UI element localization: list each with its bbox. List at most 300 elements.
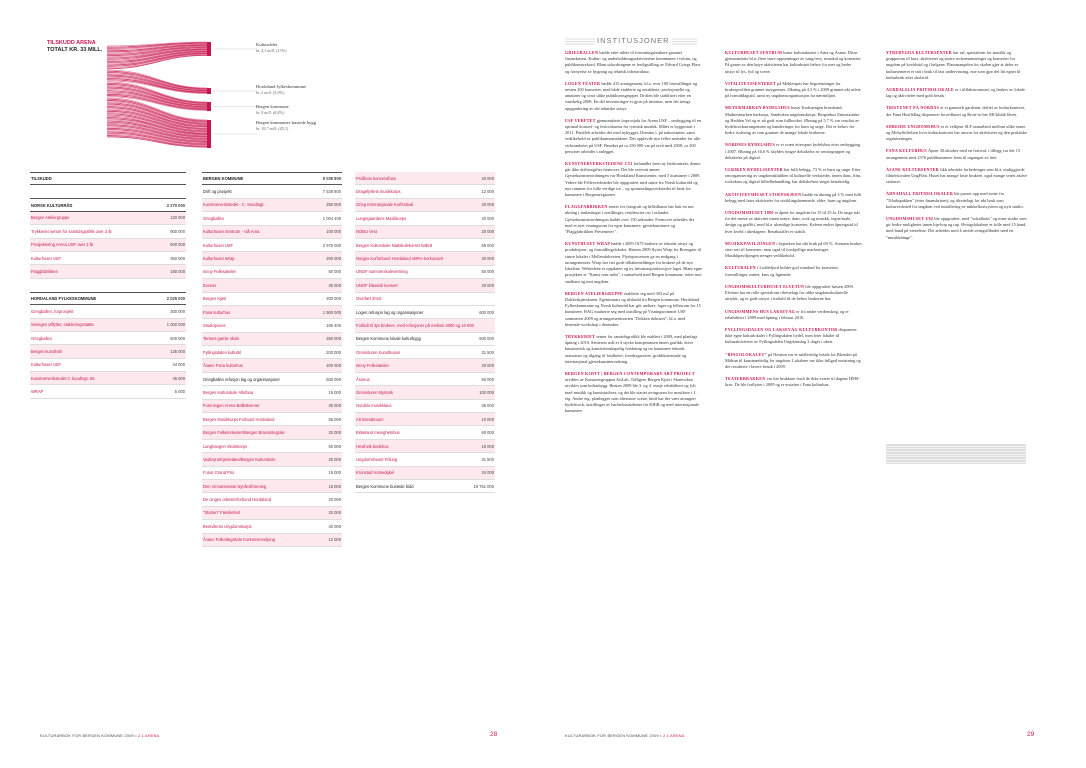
table-cell-label: Isnoy Fellesateiler	[203, 269, 236, 275]
chart-label-name: Bergen kommune	[256, 104, 289, 109]
table-cell-label: BERGEN KOMMUNE	[203, 176, 244, 182]
table-cell-value: 500 000	[479, 336, 494, 342]
paragraph-heading: AURDALSLIA FRITIDSLOKALE	[886, 87, 954, 93]
table-cell-value: 600 000	[326, 376, 341, 382]
table-row	[202, 199, 342, 212]
chart-label-name: Bergen kommunes bustede bygg	[256, 120, 317, 125]
table-cell-label: "Starten" Familiefest	[203, 510, 241, 516]
table-cell-label: Drift og prosjekt	[203, 189, 232, 195]
text-paragraph	[565, 371, 702, 414]
table-row	[202, 226, 342, 239]
table-cell-label: Kulturhuset USF	[31, 255, 62, 261]
table-row	[355, 386, 495, 399]
table-row	[355, 467, 495, 480]
table-header-row	[30, 172, 186, 185]
paragraph-body: på Mehlenpris har begrensninger for brukerprofilen grunnet støygrenser. Økning på 4,3 % i 2009 grunnet økt utleie på formiddagstid, samt ny ungdomsorganisasjon fra nærmiljøet.	[725, 80, 861, 99]
chart-label-name: Kulturrådet	[256, 42, 278, 47]
table-row	[202, 426, 342, 439]
paragraph-heading: KULTURHUSET SENTRUM	[725, 50, 783, 55]
text-paragraph	[725, 284, 862, 303]
paragraph-body: forhandlet frem ny leiekontrakt, denne går ikke driftsutgifter fremover. Det ble overtatt annen Gjestekunstnerordningen var Hordaland Kunstsenter, med 5 kunstnere i 2009. Videre ble Fellesverkstedet ble oppgradert med støtte fra Norsk kulturråd og nye rammer for fulle verdige tre – og sprutmalingsverkstedet til bruk for kunstnere i Bergensregionen.	[565, 161, 701, 198]
table-row	[30, 212, 186, 225]
paragraph-body: etablerte seg med 303 m2 på Dokkeskjærskaien. Egeninnsats og tilskudd fra Bergen kommune, Hordaland Fylkeskommune og Norsk kulturråd har gitt ateliere, lager og fellesrom for 15 kunstnere. BAG markerte seg med utstilling på Visningsrommet USF sommeren 2009 og arrangementsserien "Dokken doktarer", bl.a. med biennale-workshop i desember.	[565, 290, 701, 327]
table-row	[355, 426, 495, 439]
table-cell-label: Bergen Kulturskole Vikifana	[203, 389, 254, 395]
paragraph-body: huser kulturaktører i Arna og Åsane. Disse gjennomførte bl.a. flere store oppsetninger av sang/revy, musikal og konserter. På grunn av den høye aktiviteten har kulturhuset behov for mer og bedre utstyr til lys, lyd og scene.	[725, 50, 862, 74]
table-row	[202, 279, 342, 292]
table-row	[355, 306, 495, 319]
table-cell-value: 50 000	[328, 443, 341, 449]
paragraph-heading: MUSIKKPAVILJONGEN	[725, 240, 776, 246]
paragraph-body: var lite brukbare fordi de ikke svarte til dagens HMS-krav. De ble fraflyttet i 2009 og er erstattet i Fana kulturhus.	[725, 376, 860, 388]
table-cell-value: 55 000	[328, 416, 341, 422]
table-cell-value: 20 000	[328, 456, 341, 462]
table-row	[202, 293, 342, 306]
text-paragraph	[725, 265, 862, 277]
text-paragraph	[565, 161, 702, 198]
table-row	[30, 239, 186, 252]
table-row	[30, 359, 186, 372]
paragraph-body: huser Krohnengen brassband, Mathiesmarken barkorps, Sandviken ungdomskorps, Bergenhus Entusiastøke og Hedden Vel og er nå godt som fullbooket. Økning på 5,7 % var resultat av bydelsrockarrangement og bandevinger for barn og unge. Det er behov for bedre isolering av rom grunnet de mange lokale brukerne.	[725, 105, 860, 136]
table-cell-value: 44 000	[172, 362, 185, 368]
table-cell-label: Logen refusjon lag og organisasjoner	[356, 309, 424, 315]
text-paragraph	[725, 241, 862, 260]
table-cell-value: 30 000	[328, 282, 341, 288]
table-cell-value: 31 500	[481, 456, 494, 462]
table-cell-value: 19 761 000	[473, 483, 494, 489]
table-cell-value: 1 004 400	[322, 215, 341, 221]
paragraph-body: disponerer ikke egne kulturlokaler i Fyllingsdalen bydel, men leier lokaler til kulturaktiviteter av Fyllingsdalen Ungdomslag 2 dager i uken.	[725, 326, 857, 345]
paragraph-heading: VITALITETSSENTERET	[725, 80, 777, 86]
table-row	[355, 226, 495, 239]
table-cell-label: NOBU Vest	[356, 229, 377, 235]
table-cell-label: Fyllingsdalen kulturkl	[203, 349, 241, 355]
table-row	[202, 252, 342, 265]
paragraph-heading: TRYKKERIET	[565, 333, 596, 339]
text-paragraph	[565, 50, 702, 75]
footer-left	[40, 733, 159, 738]
table-cell-label: Fana kulturhus	[203, 309, 231, 315]
table-row	[30, 252, 186, 265]
gray-placeholder-box	[886, 444, 1026, 464]
table-cell-value: 7 539 800	[322, 189, 341, 195]
table-cell-label: Bergen Kommune lokale kulturbygg	[356, 336, 421, 342]
chart-label	[256, 104, 289, 115]
table-cell-label: Bergen Ateliergruppe	[31, 215, 70, 221]
table-cell-value: 20 000	[481, 282, 494, 288]
table-row	[202, 185, 342, 198]
table-row	[355, 400, 495, 413]
table-cell-label: WRAP	[31, 389, 44, 395]
text-paragraph	[886, 105, 1028, 117]
table-cell-label: Griegballen, forprosjekt	[31, 308, 74, 314]
table-cell-label: Isnoy Fellesateiler	[356, 363, 389, 369]
text-paragraph	[725, 376, 862, 388]
table-cell-label: Vadmyra/Kjerkeløen/Bergen Kulturskole	[203, 456, 276, 462]
table-cell-label: Kulturhuset USF	[203, 242, 234, 248]
table-cell-label: Ungdomshuset Frilung	[356, 456, 398, 462]
table-cell-label: Foreningen Arena Ballettverner	[203, 403, 260, 409]
table-cell-value: 12 000	[328, 537, 341, 543]
text-paragraph	[565, 81, 702, 112]
table-row	[30, 319, 186, 332]
paragraph-heading: KULTURALEN	[725, 265, 757, 271]
chart-title-line2: TOTALT KR. 33 MILL.	[47, 46, 103, 53]
chart-label	[256, 42, 286, 53]
table-row	[355, 413, 495, 426]
paragraph-body: er fra andre verdenskrig, og er rehabilitert i 2009 med åpning i februar 2010.	[725, 308, 849, 320]
table-cell-label: Flaggfabrikken	[31, 269, 58, 275]
table-cell-label: De Unges orkesterforbund Hordaland	[203, 497, 272, 503]
paragraph-body: er åpent for ungdom fra 15 til 25 år. De unge står for det meste av aktivitet innen teatre, dans, rock og musikk, tegne/male, design og graffiti, med bl.a. ukentlige konserter. Kafeen endret åpningstid til hver kveld i ukedagene. Besøkstallet er stabilt.	[725, 210, 860, 234]
table-cell-value: 50 000	[481, 269, 494, 275]
paragraph-body: hadde en økning på 3 % med fullt belegg med faste aktiviteter for utviklingshemmede, eldre, barn og ungdom.	[725, 191, 862, 203]
chart-label-name: Hordaland fylkeskommune	[256, 84, 307, 89]
paragraph-body: gjennomførte forprosjekt for Arena USF – ombygging til en optimal konsert- og festivalarena for rytmisk musikk. Målet er byggestart i 2011. Parallelt arbeides det med nybygget, Domino i, på nabotomten, samt vedlikehold av publikumsområdene. Det opplevde nye felles nettsider for alle virksomheter på USF. Besøket på ca 250 000 var på nivå med 2008, ca 300 personer arbeider i anlegget.	[565, 117, 701, 154]
table-gap	[30, 185, 186, 198]
table-cell-label: Nordslo musikklaus	[356, 403, 392, 409]
text-paragraph	[725, 309, 862, 321]
table-row	[202, 467, 342, 480]
table-cell-label: Overført 2010	[356, 296, 382, 302]
text-paragraph	[886, 124, 1028, 143]
table-cell-label: TILSKUDD	[31, 176, 52, 182]
table-row	[355, 185, 495, 198]
table-row	[202, 520, 342, 533]
table-cell-value: 2 975 000	[322, 242, 341, 248]
table-cell-value: 2 025 000	[166, 295, 185, 301]
table-cell-value: 135 000	[170, 348, 185, 354]
flow-target-bar	[207, 42, 211, 56]
text-paragraph	[886, 50, 1028, 81]
table-row	[355, 346, 495, 359]
table-cell-label: Kulturhuset Wrap	[203, 256, 235, 262]
table-cell-label: UNOF klassisk konsert	[356, 282, 398, 288]
table-cell-value: 250 000	[326, 202, 341, 208]
table-cell-value: 20 000	[328, 497, 341, 503]
paragraph-heading: USF VERFTET	[565, 117, 596, 123]
table-gap	[30, 279, 186, 292]
footer-right-text: KULTURARBOK FOR BERGEN KOMMUNE 2009 •	[565, 733, 663, 738]
table-cell-label: Birkeland menighetshus	[356, 430, 400, 436]
table-cell-value: 20 000	[481, 202, 494, 208]
paragraph-body: senter for fotografi og billedkunst har hatt en ørn økning i innlastinger i utstillinger, residencies ow i utlandet. Gjestekunstnerordningen hadde over 150 søknader. Fremover arbeides det med et nytt visningsrom for egne kunstnere, gjestekunstnere og "Flaggfabrikken Presenterer".	[565, 204, 695, 235]
chart-title	[47, 40, 102, 54]
paragraph-heading: UNGDOMSKULTURHUSET ELVETUN	[725, 283, 805, 289]
table-cell-label: Norges Korforbund Hordaland ABRA-korkonsert	[356, 256, 444, 262]
grants-table-col1	[30, 172, 186, 399]
grants-table-col3	[355, 172, 495, 493]
table-cell-value: 35 000	[481, 403, 494, 409]
paragraph-heading: AKTIVITETSHUSET STOEPSKJEEN	[725, 191, 802, 197]
paragraph-body: er et svært etterspurt bydelshus etter ombygging i 2007. Økning på 16,6 % skyldes tyngre deltakelse av seniorgrupper og deltakelse på digital.	[725, 142, 860, 160]
paragraph-body: har fullt belegg, 73 % er barn og unge. Etter omorganisering av ungdomsklubben til kulturelle verksteder, innen dans, film, rockekurs og digital billedbehandling, har deltakelsen steget betraktelig.	[725, 167, 862, 185]
table-cell-label: Profilens konservifans	[356, 175, 397, 181]
table-cell-label: Åsane Fana kulturhus	[203, 363, 243, 369]
table-row	[355, 172, 495, 185]
paragraph-heading: TEATERBRAKKEN	[725, 376, 766, 382]
paragraph-body: senter for samtidsgrafikk ble etablert i 2009, med planlagt åpning i 2010. Senterets mål er å styrke kompetansen innen grafikk, drive kunstnerisk og kunstvitenskapelig forskning og tre kunstnere teknisk assistanse og tilgang til fasiliteter, foredragsserier, grafikktriennale og internasjonal gjestekunstnerordning.	[565, 333, 697, 364]
paragraph-heading: BERGEN ATELIERGRUPPE	[565, 290, 624, 296]
text-paragraph	[565, 334, 702, 365]
paragraph-heading: FANA KULTURHUS	[886, 148, 927, 154]
paragraph-heading: ÅSANE KULTURSENTER	[886, 166, 939, 172]
table-cell-value: 40 000	[481, 215, 494, 221]
table-cell-label: Bergen kunsthall	[31, 348, 62, 354]
table-row	[355, 373, 495, 386]
table-cell-label: Excess	[203, 282, 217, 288]
table-cell-label: Tertnes gamle skole	[203, 336, 240, 342]
table-cell-label: Alt Interaktuum	[356, 416, 384, 422]
paragraph-body: ble oppgradert, med "vokalboks" og mini-studio som gir bedre muligheter innen hip-hop og rap. Øvingslokalene er fulle med 15 band, med band på venteliste. Det arbeides med å utvide øvingstilbudet med en "musikkbinge".	[886, 216, 1027, 240]
table-cell-value: 30 000	[328, 403, 341, 409]
table-row	[30, 225, 186, 238]
paragraph-body: er et gammelt gardstun, driftet av kulturkontoret, der Fana Husflidlag disponerer hovedhuset og Brott-to-bre MCklubb låven.	[886, 105, 1026, 117]
table-row	[355, 333, 495, 346]
table-cell-value: 250 000	[326, 336, 341, 342]
table-cell-value: 20 000	[481, 175, 494, 181]
paragraph-heading: TRISTUNET PÅ NORDÅS	[886, 105, 940, 111]
table-cell-label: Bergen Musikkorps Forbund Hordaland	[203, 416, 275, 422]
table-row	[355, 480, 495, 493]
paragraph-body: Åpnet 30.oktober med en festival, i tillegg var det 15 arrangement med 2376 publikummere frem til utgangen av året.	[886, 148, 1021, 160]
text-paragraph	[725, 167, 862, 186]
text-paragraph	[725, 352, 862, 371]
text-paragraph	[725, 50, 862, 75]
table-cell-value: 20 000	[481, 363, 494, 369]
table-cell-value: 5 000	[174, 389, 185, 395]
table-row	[202, 534, 342, 547]
funding-flow-chart	[47, 40, 267, 152]
table-cell-label: Griegballen refusjon lag og organisasjoner	[203, 376, 280, 382]
page-number-right: 29	[1027, 731, 1035, 738]
text-paragraph	[565, 204, 702, 235]
paragraph-body: ble pusset opp med støtte fra "Tiltakspakken" (etter finanskrisen), og tilrettelagt for økt bruk som kulturverksted for ungdom ved installering av nøkkelkortsystem og nytt studio.	[886, 191, 1024, 209]
paragraph-heading: BERGEN KJØTT | BERGEN CONTEMPORARY ART PROJECT	[565, 370, 695, 376]
paragraph-body: fikk tekniske forbedringer som bl.a. muliggjorde filmfestivalen UngFilm. Huset har mange faste brukere, også mange svært aktive seniorer.	[886, 166, 1028, 185]
table-cell-label: Kulturhuset Sentrum - Viå Arna	[203, 229, 260, 235]
paragraph-body: er i tilfluktsrommet, og brukes av lokale lag og aktiviteter med godt besøk.	[886, 87, 1025, 99]
table-cell-label: Prosjektering Arena USF over 3 år	[31, 242, 94, 248]
table-row	[355, 453, 495, 466]
flow-target-bar	[207, 88, 211, 94]
paragraph-body: er et velkjent SLT-samarbeid mellom ulike etater og MobyStiftelsen hvor kulturkontoret har ansvar for aktiviteter og den praktiske organiseringen.	[886, 123, 1027, 142]
text-paragraph	[725, 327, 862, 346]
paragraph-heading: FYLLINGSDALEN OG LAKSEVÅG KULTURKONTOR	[725, 326, 838, 332]
table-cell-value: 200 000	[326, 349, 341, 355]
table-row	[202, 346, 342, 359]
table-cell-value: 40 000	[328, 523, 341, 529]
table-cell-label: Lungegaardens Musikkorps	[356, 215, 407, 221]
paragraph-body: utvikles av Kunstnergruppen ArtLab. Tidligere Bergen Kjøtt i Skuteviken utvikles som kulturbygg. Høsten 2009 ble 3. og 4. etasje rehabilitert og fylt med musikk og kunststudioer, og det ble startet øvingsrom for musikere i 1. etg. Andre etg. planlegges som alternativ scene, hittil har det vært arrangert bydelsrock, utstillinger av bachelorstudenter fra KHiB og med internasjonale kunstnere.	[565, 377, 700, 414]
table-cell-label: Den Vinnarstesste Nynfestforening	[203, 483, 267, 489]
footer-left-text: KULTURARBOK FOR BERGEN KOMMUNE 2009 •	[40, 733, 138, 738]
table-cell-value: 20 000	[328, 430, 341, 436]
table-cell-value: 100 000	[326, 229, 341, 235]
table-cell-value: 12 000	[481, 189, 494, 195]
table-row	[355, 359, 495, 372]
table-row	[202, 453, 342, 466]
table-cell-label: Langhangen Skolekorps	[203, 443, 248, 449]
table-row	[30, 305, 186, 318]
table-row	[30, 345, 186, 358]
table-cell-value: 40 000	[481, 256, 494, 262]
table-row	[355, 252, 495, 265]
paragraph-body: ble oppgradert høsten 2009. Elvetun har en rolle spesialrom tilrettelagt for ulike ungdomskulturelle uttrykk, og er godt utstyrt i forhold til de behov brukerne har.	[725, 283, 854, 302]
table-cell-label: Åsane Folkelægskole Korkonserveljong	[203, 537, 275, 543]
table-cell-value: 900 000	[170, 228, 185, 234]
paragraph-heading: MEYERMARKEN BYDELSHUS	[725, 105, 790, 111]
table-cell-value: 34 000	[481, 470, 494, 476]
table-row	[202, 413, 342, 426]
table-cell-value: 60 000	[481, 376, 494, 382]
table-cell-label: UNOF sommerskolevertning	[356, 269, 408, 275]
footer-right	[565, 733, 684, 738]
table-cell-value: 180 400	[326, 322, 341, 328]
table-cell-label: Kunstnerverkstedet C Sundtsgt. 55	[31, 375, 95, 381]
table-cell-label: Bergen Kommune bustede bidd	[356, 483, 414, 489]
table-cell-value: 300 000	[170, 308, 185, 314]
paragraph-heading: UNGDOMSHUSET U82	[886, 216, 934, 222]
table-cell-value: 600 000	[170, 242, 185, 248]
table-row	[202, 507, 342, 520]
table-row	[355, 266, 495, 279]
table-cell-label: Bergen Folkelorkester/Bergen Brassintegrale	[203, 430, 285, 436]
paragraph-body: hadde i 2009 1675 brukere av teknisk utstyr og produksjons- og formidlingslokaler. Høsten 2009 flyttet Wrap fra Bressgate til større lokaler i Mellendalsveien. Flytteprosessen ga en nedgang i arrangementer. Wrap har fatt gode tilbakemeldinger fra brukere på de nye lokalene. Websidene er oppdatert og ny informasjonsbrosjyre laget. Blant egne prosjekter er "Kunst som nabo", i samarbeid med Bergen kommune, rettet mot småbarn og mot ungdom.	[565, 241, 702, 284]
table-row	[202, 480, 342, 493]
text-paragraph	[886, 167, 1028, 186]
table-cell-value: 55 000	[481, 242, 494, 248]
paragraph-body: i Loddefjord holder god standard for konserter, forestillinger, møter, kurs og lignende.	[725, 265, 839, 277]
text-paragraph	[886, 216, 1028, 241]
table-row	[30, 385, 186, 398]
paragraph-heading: YTREBYGDA KULTURSENTER	[886, 50, 952, 55]
table-cell-label: NORSK KULTURRÅD	[31, 202, 73, 208]
paragraph-body: hadde etter utleie til forestningsbrukere grunnet finanskrisen. Kultur- og underholdningsaktivitetene kommunen i volum, og publikumsrekord. Blant utfordringene er ferdigstilling av Edvard Griegs Plass og fornyelse av bygning og teknisk infrastruktur.	[565, 50, 701, 74]
chart-label	[256, 84, 306, 95]
chart-label-amount: kr. 9 mill. (8,4%)	[256, 109, 285, 115]
table-row	[355, 293, 495, 306]
text-paragraph	[886, 191, 1028, 210]
table-row	[202, 266, 342, 279]
table-cell-label: Kronstad Hotvedgkel	[356, 470, 395, 476]
text-paragraph	[886, 148, 1028, 160]
table-cell-value: 500 000	[170, 335, 185, 341]
table-row	[30, 372, 186, 385]
table-cell-value: 2 270 000	[166, 202, 185, 208]
table-row	[202, 440, 342, 453]
table-cell-label: Grieg Internasjonale Korfestival	[356, 202, 414, 208]
table-cell-label: Kulturhuset USF	[31, 362, 62, 368]
page-number-left: 28	[490, 731, 498, 738]
table-row	[355, 239, 495, 252]
table-cell-label: Grenisturen Kunsthusen	[356, 349, 401, 355]
table-cell-value: 10 000	[481, 416, 494, 422]
right-page	[543, 0, 1086, 768]
table-row	[202, 319, 342, 332]
table-cell-value: 1 900 000	[322, 309, 341, 315]
table-cell-label: HORDALAND FYLKESKOMMUNE	[31, 295, 97, 301]
table-cell-value: 180 000	[170, 269, 185, 275]
chart-label-amount: kr. 2 mill. (5,9%)	[256, 89, 285, 95]
table-cell-value: 600 000	[479, 309, 494, 315]
chart-label-amount: kr. 19,7 mill. (45,3)	[256, 125, 289, 131]
table-row	[202, 212, 342, 225]
table-cell-value: 18 000	[481, 443, 494, 449]
text-paragraph	[725, 142, 862, 161]
chart-label	[256, 120, 316, 131]
table-cell-label: Svenges utflytter, etableringsstøtte	[31, 322, 94, 328]
paragraph-heading: ÅDNAHALL FRITIDSLOKALER	[886, 191, 954, 197]
table-cell-label: Griegballen	[31, 335, 52, 341]
table-cell-label: Grenisturen Mymark	[356, 389, 394, 395]
table-cell-value: 200 000	[326, 363, 341, 369]
table-cell-label: Studiopoves	[203, 322, 226, 328]
text-column-1	[565, 50, 702, 420]
table-cell-value: 20 000	[481, 229, 494, 235]
table-cell-label: Bergen Kjøtt	[203, 296, 226, 302]
table-cell-value: 31 500	[481, 349, 494, 355]
table-cell-value: 200 000	[326, 296, 341, 302]
paragraph-heading: FLAGGFABRIKKEN	[565, 204, 608, 210]
paragraph-body: i byparken har økt bruk på 69 %. Arenaen brukes stort sett til konserter, men også til forskjellige markeringer. Musikkpaviljongen trenger vedlikehold.	[725, 240, 862, 259]
table-row	[355, 212, 495, 225]
text-paragraph	[886, 87, 1028, 99]
paragraph-heading: KUNSTNERVERKSTEDENE C53	[565, 161, 633, 167]
table-row	[202, 493, 342, 506]
table-header-row	[30, 292, 186, 305]
flow-target-bar	[207, 102, 211, 111]
footer-right-accent: 2.1 ARENA	[662, 733, 685, 738]
table-row	[355, 199, 495, 212]
text-paragraph	[725, 192, 862, 204]
paragraph-body: hadde 415 arrangement, bl.a. over 100 forestillinger og nesten 200 konserter, med både etablerte og uetablerte, profesjonelle og amatører og svart ulike publikumsgrupper. Driften ble stabilisert etter en vanskelig 2008. En del investeringer er gjort på inventar, men det trengs oppgradering av det tekniske utstyr.	[565, 80, 698, 111]
chart-title-line1: TILSKUDD ARENA	[47, 40, 96, 46]
table-row	[30, 332, 186, 345]
table-cell-value: 15 000	[328, 389, 341, 395]
text-paragraph	[725, 210, 862, 235]
table-row	[202, 359, 342, 372]
table-cell-value: 120 000	[170, 215, 185, 221]
paragraph-heading: LOGEN TEATER	[565, 80, 601, 86]
paragraph-heading: UNGDOMSHUSET 1880	[725, 210, 774, 216]
text-paragraph	[565, 118, 702, 155]
table-cell-label: Kunstnerverkstedet - C. Sundtsgt.	[203, 202, 265, 208]
text-paragraph	[725, 81, 862, 100]
table-cell-label: Forbidt til 3pt brukere, med refusjoner på mellom 3000 og 10 000	[356, 322, 474, 328]
table-cell-label: Griegballen	[203, 215, 224, 221]
section-title: INSTITUSJONER	[597, 36, 670, 45]
table-cell-label: Foruti Grand Prix	[203, 470, 235, 476]
paragraph-heading: UNGDOMMENS HUS LAKSEVÅG	[725, 308, 796, 314]
table-row	[202, 333, 342, 346]
table-cell-label: Dragefjellets musikkorps	[356, 189, 401, 195]
text-paragraph	[725, 105, 862, 136]
table-cell-value: 9 039 800	[322, 176, 341, 182]
table-cell-label: Bergen Kulturskole Nattskolekorset ballett	[356, 242, 433, 248]
paragraph-heading: SØREIDE UNGDOMSHUS	[886, 123, 940, 129]
paragraph-heading: GRIEGBALLEN	[565, 50, 599, 55]
table-cell-value: 60 000	[481, 430, 494, 436]
table-cell-value: 200 000	[326, 256, 341, 262]
table-row	[202, 306, 342, 319]
text-column-3	[886, 50, 1028, 247]
footer-left-accent: 2.1 ARENA	[137, 733, 160, 738]
table-row	[355, 440, 495, 453]
table-cell-value: 350 000	[170, 255, 185, 261]
text-column-2	[725, 50, 862, 395]
table-cell-label: Åsneus	[356, 376, 370, 382]
